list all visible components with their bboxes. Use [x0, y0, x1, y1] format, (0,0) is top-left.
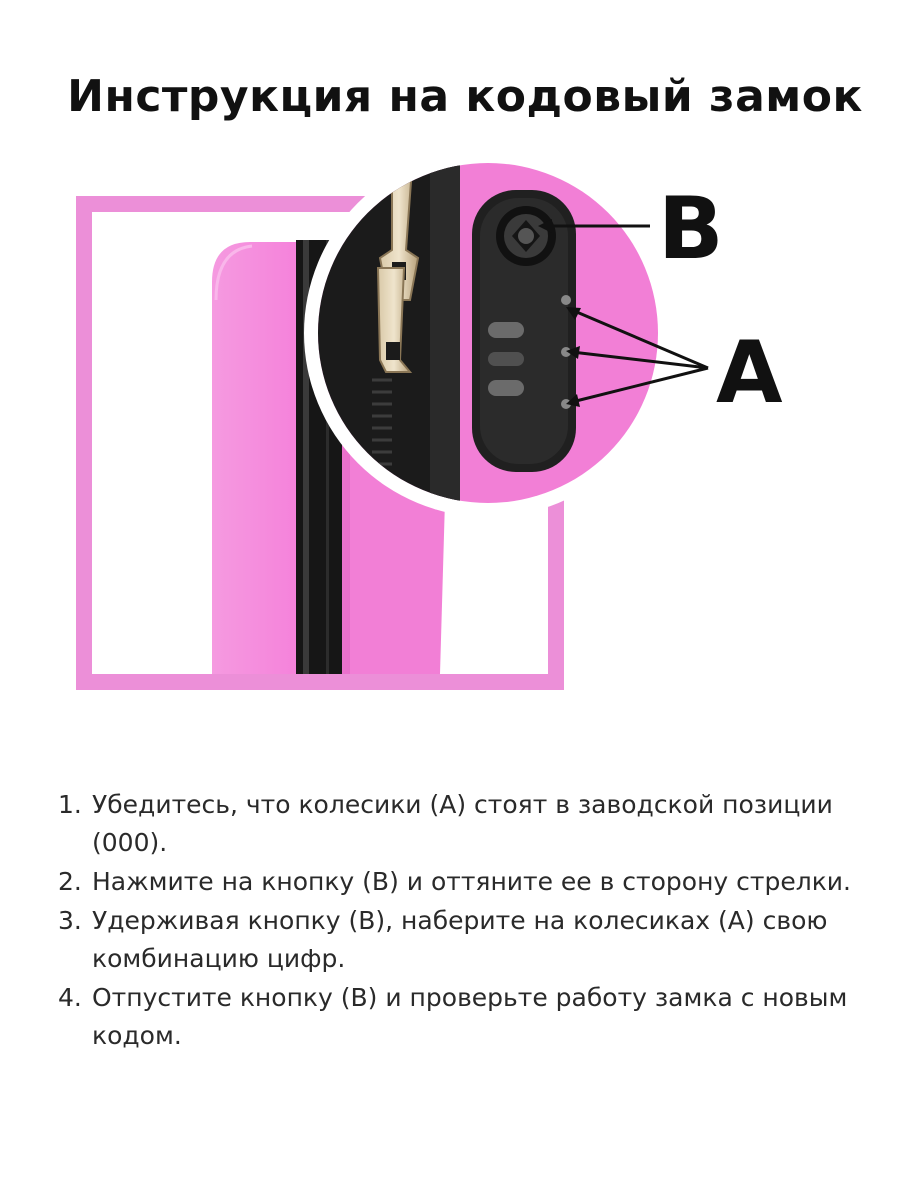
step-text: Удерживая кнопку (В), наберите на колесиках (А) свою комбинацию цифр.	[92, 906, 828, 973]
release-button	[496, 206, 556, 266]
label-button-b: B	[658, 179, 724, 279]
instruction-step	[58, 863, 858, 901]
step-number: 4.	[58, 983, 82, 1012]
instruction-step	[58, 786, 858, 862]
label-wheels-a: A	[716, 323, 783, 423]
combination-lock	[472, 190, 576, 472]
step-text: Убедитесь, что колесики (А) стоят в заводской позиции (000).	[92, 790, 833, 857]
step-number: 2.	[58, 867, 82, 896]
instruction-step	[58, 902, 858, 978]
instruction-list	[58, 786, 858, 1056]
step-number: 1.	[58, 790, 82, 819]
step-text: Нажмите на кнопку (В) и оттяните ее в сторону стрелки.	[92, 867, 851, 896]
page-title: Инструкция на кодовый замок	[67, 71, 863, 123]
instruction-step	[58, 979, 858, 1055]
step-text: Отпустите кнопку (В) и проверьте работу замка с новым кодом.	[92, 983, 848, 1050]
step-number: 3.	[58, 906, 82, 935]
